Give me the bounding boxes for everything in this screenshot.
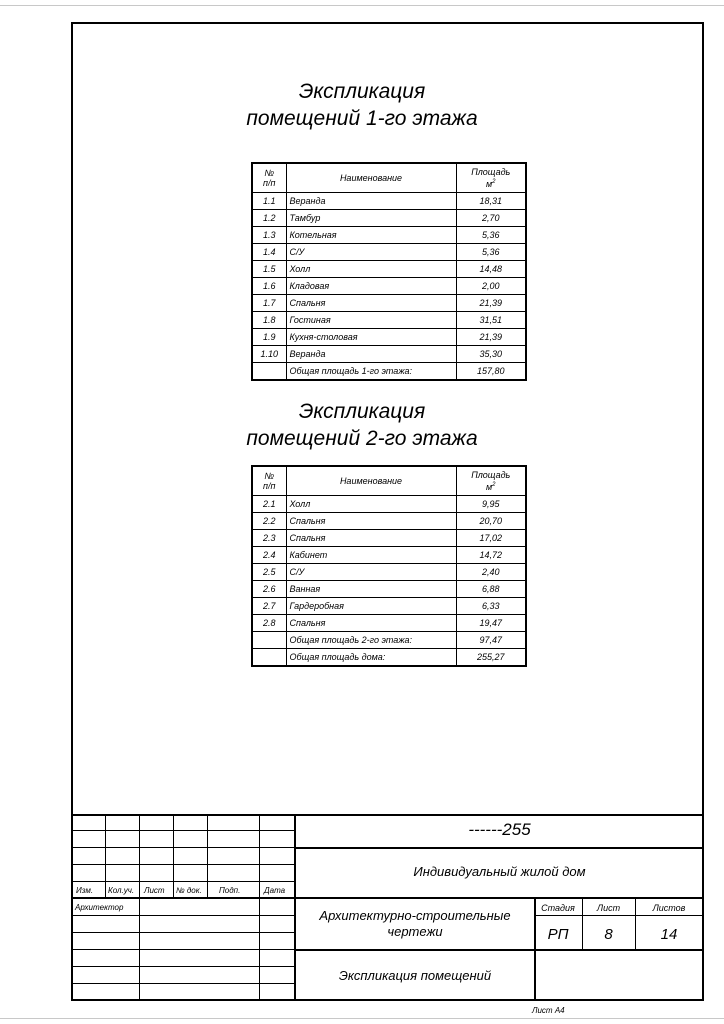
room-area: 31,51 bbox=[456, 312, 526, 329]
floor2-title bbox=[0, 398, 724, 452]
total-empty-cell bbox=[252, 632, 286, 649]
sheet-name: Экспликация помещений bbox=[338, 968, 492, 983]
room-area: 21,39 bbox=[456, 329, 526, 346]
header-name: Наименование bbox=[286, 163, 456, 193]
total-label: Общая площадь 1-го этажа: bbox=[286, 363, 456, 381]
table-row bbox=[252, 513, 526, 530]
document-number: ------255 bbox=[468, 820, 531, 839]
stage-value: РП bbox=[547, 926, 569, 943]
table-row bbox=[252, 244, 526, 261]
stamp-grid-line bbox=[173, 814, 174, 898]
room-area: 21,39 bbox=[456, 295, 526, 312]
room-name: Гардеробная bbox=[286, 598, 456, 615]
row-number: 1.8 bbox=[252, 312, 286, 329]
house-total-value: 255,27 bbox=[456, 649, 526, 667]
total-value: 97,47 bbox=[456, 632, 526, 649]
room-name: С/У bbox=[286, 244, 456, 261]
row-number: 1.4 bbox=[252, 244, 286, 261]
row-number: 2.1 bbox=[252, 496, 286, 513]
stamp-grid-line bbox=[259, 814, 260, 1000]
stamp-grid-line bbox=[105, 814, 106, 898]
room-area: 19,47 bbox=[456, 615, 526, 632]
row-number: 2.3 bbox=[252, 530, 286, 547]
stamp-grid-line bbox=[72, 830, 294, 831]
top-page-edge bbox=[0, 5, 724, 6]
room-area: 2,00 bbox=[456, 278, 526, 295]
room-area: 2,40 bbox=[456, 564, 526, 581]
room-area: 35,30 bbox=[456, 346, 526, 363]
room-name: Кладовая bbox=[286, 278, 456, 295]
stamp-grid-line bbox=[207, 814, 208, 898]
house-total-row bbox=[252, 649, 526, 667]
stamp-grid-line bbox=[72, 881, 294, 882]
row-number: 2.6 bbox=[252, 581, 286, 598]
total-empty-cell bbox=[252, 363, 286, 381]
header-num: № п/п bbox=[252, 163, 286, 193]
total-row bbox=[252, 363, 526, 381]
header-name: Наименование bbox=[286, 466, 456, 496]
stamp-grid-line bbox=[72, 915, 294, 916]
room-name: Веранда bbox=[286, 193, 456, 210]
header-num: № п/п bbox=[252, 466, 286, 496]
header-area: Площадь $м^2$ bbox=[456, 466, 526, 496]
house-total-label: Общая площадь дома: bbox=[286, 649, 456, 667]
room-area: 14,48 bbox=[456, 261, 526, 278]
stamp-grid-line bbox=[72, 966, 294, 967]
room-name: Холл bbox=[286, 496, 456, 513]
room-name: Спальня bbox=[286, 615, 456, 632]
table-header-row bbox=[252, 163, 526, 193]
table-row bbox=[252, 227, 526, 244]
total-row bbox=[252, 632, 526, 649]
row-number: 2.4 bbox=[252, 547, 286, 564]
table-row bbox=[252, 615, 526, 632]
floor1-table bbox=[251, 162, 527, 381]
row-number: 1.5 bbox=[252, 261, 286, 278]
row-number: 1.2 bbox=[252, 210, 286, 227]
room-area: 14,72 bbox=[456, 547, 526, 564]
label-data: Дата bbox=[264, 886, 286, 895]
sheets-label: Листов bbox=[652, 903, 686, 913]
table-row bbox=[252, 261, 526, 278]
room-name: Спальня bbox=[286, 295, 456, 312]
stamp-grid-line bbox=[72, 949, 294, 950]
table-row bbox=[252, 496, 526, 513]
table-row bbox=[252, 193, 526, 210]
section-name: Архитектурно-строительные чертежи bbox=[319, 908, 511, 939]
room-name: Кабинет bbox=[286, 547, 456, 564]
stage-label: Стадия bbox=[541, 903, 575, 913]
room-name: Веранда bbox=[286, 346, 456, 363]
room-name: Гостиная bbox=[286, 312, 456, 329]
label-n-dok: № док. bbox=[176, 886, 202, 895]
stamp-grid-line bbox=[294, 897, 703, 899]
row-number: 1.7 bbox=[252, 295, 286, 312]
label-podp: Подп. bbox=[219, 886, 241, 895]
row-number: 1.9 bbox=[252, 329, 286, 346]
stamp-grid-line bbox=[72, 932, 294, 933]
room-name: Котельная bbox=[286, 227, 456, 244]
table-row bbox=[252, 312, 526, 329]
table-row bbox=[252, 598, 526, 615]
room-name: Кухня-столовая bbox=[286, 329, 456, 346]
row-number: 1.10 bbox=[252, 346, 286, 363]
sheet-format: Лист А4 bbox=[532, 1006, 565, 1015]
floor1-title-line2: помещений 1-го этажа bbox=[246, 107, 478, 130]
table-row bbox=[252, 329, 526, 346]
label-kol-uch: Кол.уч. bbox=[108, 886, 135, 895]
room-area: 5,36 bbox=[456, 244, 526, 261]
stamp-grid-line bbox=[294, 847, 703, 849]
table-row bbox=[252, 564, 526, 581]
sheet-value: 8 bbox=[604, 926, 613, 943]
table-row bbox=[252, 278, 526, 295]
row-number: 2.5 bbox=[252, 564, 286, 581]
table-row bbox=[252, 295, 526, 312]
row-number: 1.1 bbox=[252, 193, 286, 210]
object-name: Индивидуальный жилой дом bbox=[413, 864, 586, 879]
floor2-table bbox=[251, 465, 527, 667]
room-name: Тамбур bbox=[286, 210, 456, 227]
row-number: 1.6 bbox=[252, 278, 286, 295]
stamp-grid-line bbox=[72, 847, 294, 848]
total-value: 157,80 bbox=[456, 363, 526, 381]
floor2-title-line2: помещений 2-го этажа bbox=[246, 427, 478, 450]
house-total-empty-cell bbox=[252, 649, 286, 667]
table-header-row bbox=[252, 466, 526, 496]
room-area: 9,95 bbox=[456, 496, 526, 513]
table-row bbox=[252, 581, 526, 598]
stamp-grid-line bbox=[72, 897, 294, 899]
room-area: 20,70 bbox=[456, 513, 526, 530]
room-area: 6,33 bbox=[456, 598, 526, 615]
room-name: Спальня bbox=[286, 513, 456, 530]
room-area: 18,31 bbox=[456, 193, 526, 210]
role-architect: Архитектор bbox=[75, 903, 124, 912]
stamp-grid-line bbox=[139, 814, 140, 1000]
room-name: С/У bbox=[286, 564, 456, 581]
stamp-grid-line bbox=[534, 915, 703, 916]
room-name: Ванная bbox=[286, 581, 456, 598]
table-row bbox=[252, 530, 526, 547]
room-area: 2,70 bbox=[456, 210, 526, 227]
stamp-grid-line bbox=[72, 864, 294, 865]
sheets-value: 14 bbox=[660, 926, 678, 943]
floor1-title bbox=[0, 78, 724, 132]
stamp-grid-line bbox=[72, 983, 294, 984]
room-name: Спальня bbox=[286, 530, 456, 547]
bottom-page-edge bbox=[0, 1018, 724, 1019]
table-row bbox=[252, 547, 526, 564]
row-number: 2.2 bbox=[252, 513, 286, 530]
room-area: 6,88 bbox=[456, 581, 526, 598]
row-number: 1.3 bbox=[252, 227, 286, 244]
floor2-title-line1: Экспликация bbox=[298, 400, 426, 423]
floor1-title-line1: Экспликация bbox=[298, 80, 426, 103]
label-izm: Изм. bbox=[76, 886, 94, 895]
room-area: 17,02 bbox=[456, 530, 526, 547]
sheet-label: Лист bbox=[596, 903, 621, 913]
row-number: 2.8 bbox=[252, 615, 286, 632]
room-name: Холл bbox=[286, 261, 456, 278]
header-area: Площадь $м^2$ bbox=[456, 163, 526, 193]
stamp-grid-line bbox=[294, 949, 703, 951]
total-label: Общая площадь 2-го этажа: bbox=[286, 632, 456, 649]
row-number: 2.7 bbox=[252, 598, 286, 615]
room-area: 5,36 bbox=[456, 227, 526, 244]
table-row bbox=[252, 210, 526, 227]
label-list: Лист bbox=[144, 886, 165, 895]
table-row bbox=[252, 346, 526, 363]
